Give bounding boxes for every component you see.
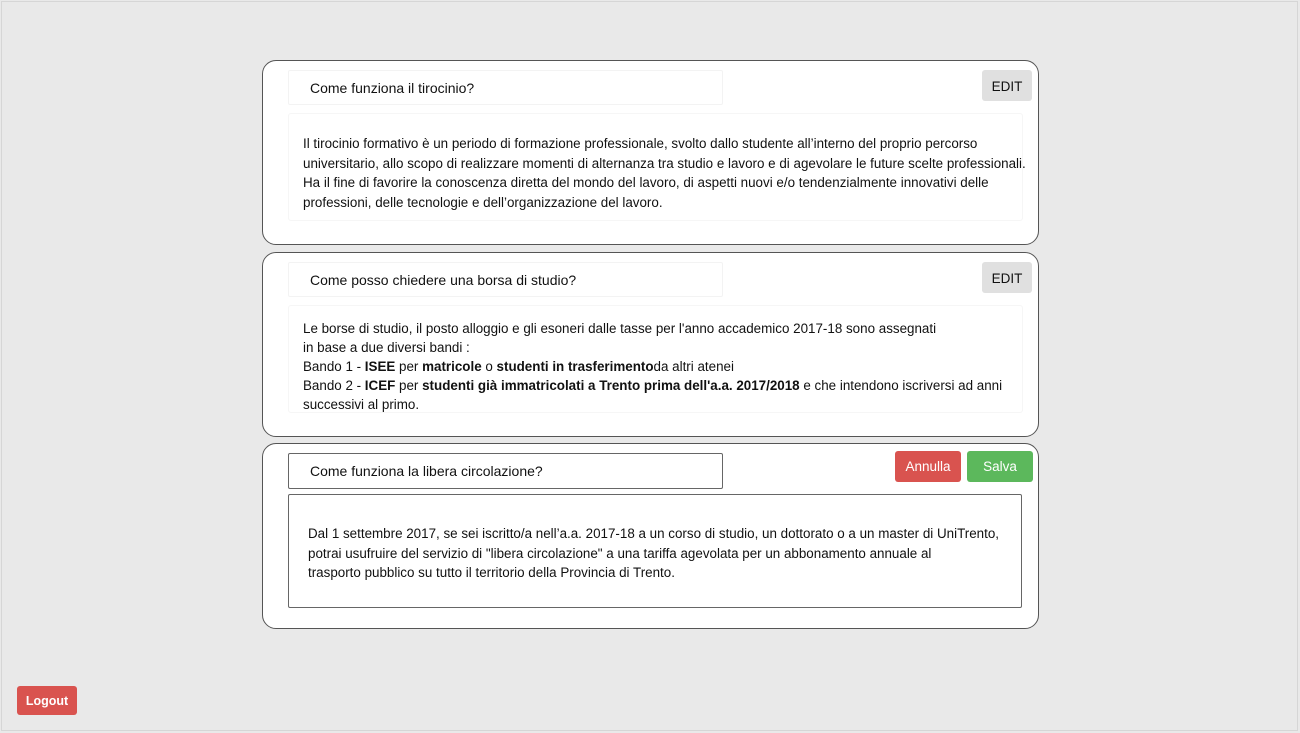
text: per bbox=[395, 378, 423, 393]
text: per bbox=[395, 359, 423, 374]
answer-line: Ha il fine di favorire la conoscenza diretta del mondo del lavoro, di aspetti nuovi e/o tendenzialmente innovativi delle bbox=[303, 175, 989, 190]
edit-button[interactable]: EDIT bbox=[982, 70, 1032, 101]
answer-line: successivi al primo. bbox=[303, 397, 420, 412]
faq-question: Come posso chiedere una borsa di studio? bbox=[288, 262, 723, 297]
logout-button[interactable]: Logout bbox=[17, 686, 77, 715]
faq-question: Come funziona il tirocinio? bbox=[288, 70, 723, 105]
save-button[interactable]: Salva bbox=[967, 451, 1033, 482]
faq-card-libera-circolazione bbox=[262, 443, 1039, 629]
edit-button[interactable]: EDIT bbox=[982, 262, 1032, 293]
bold-text: matricole bbox=[422, 359, 482, 374]
answer-line-bando-1 bbox=[303, 357, 1022, 376]
answer-line: potrai usufruire del servizio di "libera circolazione" a una tariffa agevolata per un abbonamento annuale al bbox=[308, 545, 932, 561]
answer-line: professioni, delle tecnologie e dell’organizzazione del lavoro. bbox=[303, 194, 663, 210]
answer-line: trasporto pubblico su tutto il territorio della Provincia di Trento. bbox=[308, 565, 675, 580]
answer-line: Dal 1 settembre 2017, se sei iscritto/a nell’a.a. 2017-18 a un corso di studio, un dottorato o a un master di UniTrento, bbox=[308, 526, 999, 541]
answer-line: Le borse di studio, il posto alloggio e gli esoneri dalle tasse per l'anno accademico 2017-18 sono assegnati bbox=[303, 321, 937, 336]
bold-text: ISEE bbox=[364, 359, 396, 374]
answer-line: universitario, allo scopo di realizzare momenti di alternanza tra studio e lavoro e di agevolare le future scelte professionali. bbox=[303, 155, 1026, 171]
cancel-button[interactable]: Annulla bbox=[895, 451, 961, 482]
question-input[interactable] bbox=[288, 453, 723, 489]
bold-text: studenti in trasferimento bbox=[496, 359, 654, 374]
faq-answer bbox=[288, 305, 1023, 413]
text: Bando 1 - bbox=[303, 359, 365, 374]
answer-line-bando-2 bbox=[303, 376, 1022, 395]
bold-text: ICEF bbox=[364, 378, 396, 393]
answer-line: Il tirocinio formativo è un periodo di formazione professionale, svolto dallo studente all’interno del proprio percorso bbox=[303, 136, 978, 151]
text: da altri atenei bbox=[653, 359, 734, 374]
faq-answer bbox=[288, 113, 1026, 221]
answer-textarea[interactable] bbox=[288, 494, 1022, 608]
answer-line: in base a due diversi bandi : bbox=[303, 340, 470, 355]
text: Bando 2 - bbox=[303, 378, 365, 393]
text: o bbox=[481, 359, 497, 374]
faq-card-borsa-di-studio bbox=[262, 252, 1039, 437]
faq-card-tirocinio bbox=[262, 60, 1039, 245]
text: e che intendono iscriversi ad anni bbox=[799, 378, 1003, 393]
bold-text: studenti già immatricolati a Trento prima dell'a.a. 2017/2018 bbox=[422, 378, 800, 393]
